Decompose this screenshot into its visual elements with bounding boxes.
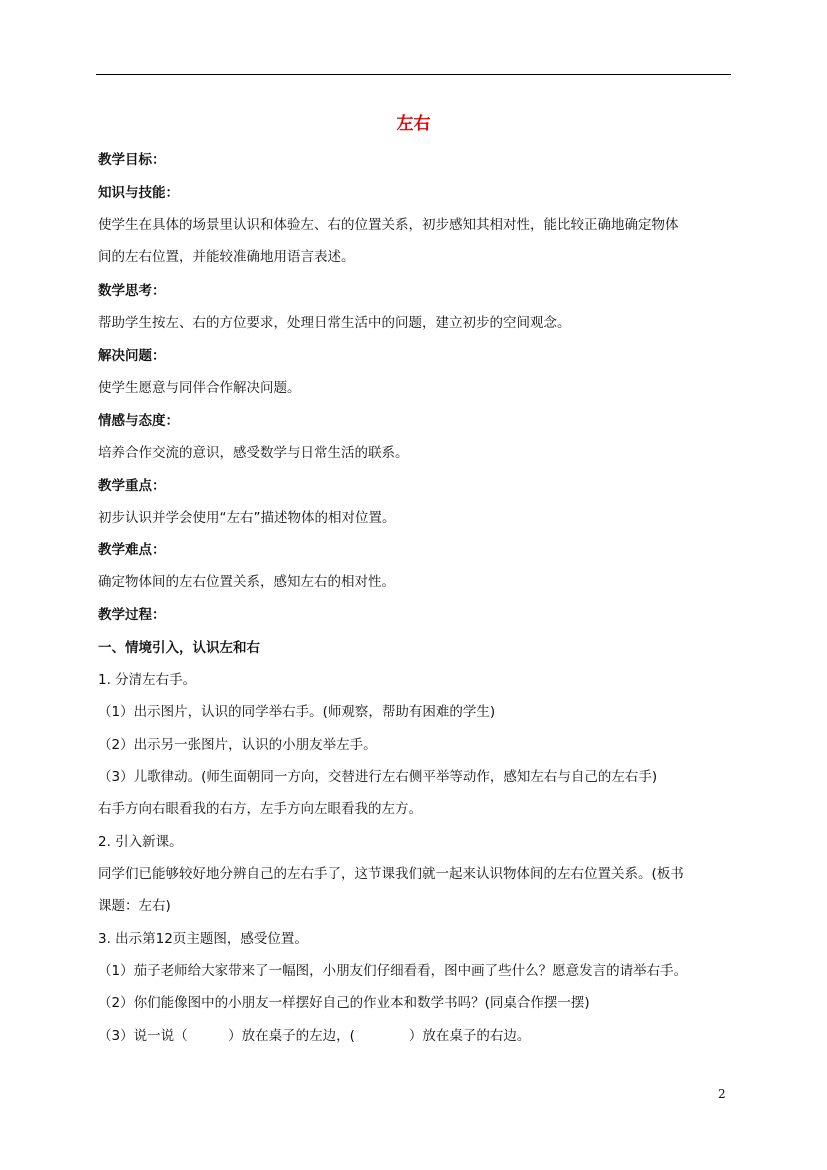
body-line: （1）出示图片，认识的同学举右手。(师观察，帮助有困难的学生) [98,704,496,720]
body-line: （1）茄子老师给大家带来了一幅图，小朋友们仔细看看，图中画了些什么？愿意发言的请举右手。 [98,963,688,979]
body-line: 帮助学生按左、右的方位要求，处理日常生活中的问题，建立初步的空间观念。 [98,315,571,331]
header-rule [96,74,731,75]
section-heading: 数学思考： [98,283,166,299]
section-heading: 教学重点： [98,478,166,494]
section-heading: 教学目标： [98,152,166,168]
section-heading: 教学过程： [98,607,166,623]
body-line: （3）说一说（ ）放在桌子的左边，( ）放在桌子的右边。 [98,1028,531,1044]
document-title: 左右 [396,114,431,134]
body-line: （3）儿歌律动。(师生面朝同一方向，交替进行左右侧平举等动作，感知左右与自己的左右手) [98,769,658,785]
section-heading: 教学难点： [98,542,166,558]
body-line: （2）出示另一张图片，认识的小朋友举左手。 [98,737,377,753]
body-line: 同学们已能够较好地分辨自己的左右手了，这节课我们就一起来认识物体间的左右位置关系。(板书 [98,866,684,882]
page-number: 2 [718,1087,726,1101]
section-heading: 知识与技能： [98,185,179,201]
body-line: 右手方向右眼看我的右方，左手方向左眼看我的左方。 [98,801,422,817]
body-line: 确定物体间的左右位置关系，感知左右的相对性。 [98,574,395,590]
body-line: 使学生愿意与同伴合作解决问题。 [98,380,301,396]
body-line: 使学生在具体的场景里认识和体验左、右的位置关系，初步感知其相对性，能比较正确地确定物体 [98,217,679,233]
section-heading: 一、情境引入，认识左和右 [98,640,260,656]
body-line: 1. 分清左右手。 [98,672,197,688]
section-heading: 情感与态度： [98,413,179,429]
body-line: （2）你们能像图中的小朋友一样摆好自己的作业本和数学书吗？(同桌合作摆一摆) [98,995,590,1011]
body-line: 培养合作交流的意识，感受数学与日常生活的联系。 [98,445,409,461]
body-line: 2. 引入新课。 [98,834,183,850]
body-line: 初步认识并学会使用“左右”描述物体的相对位置。 [98,510,396,526]
body-line: 3. 出示第12页主题图，感受位置。 [98,931,308,947]
section-heading: 解决问题： [98,348,166,364]
body-line: 课题：左右) [98,898,171,914]
body-line: 间的左右位置，并能较准确地用语言表述。 [98,249,355,265]
